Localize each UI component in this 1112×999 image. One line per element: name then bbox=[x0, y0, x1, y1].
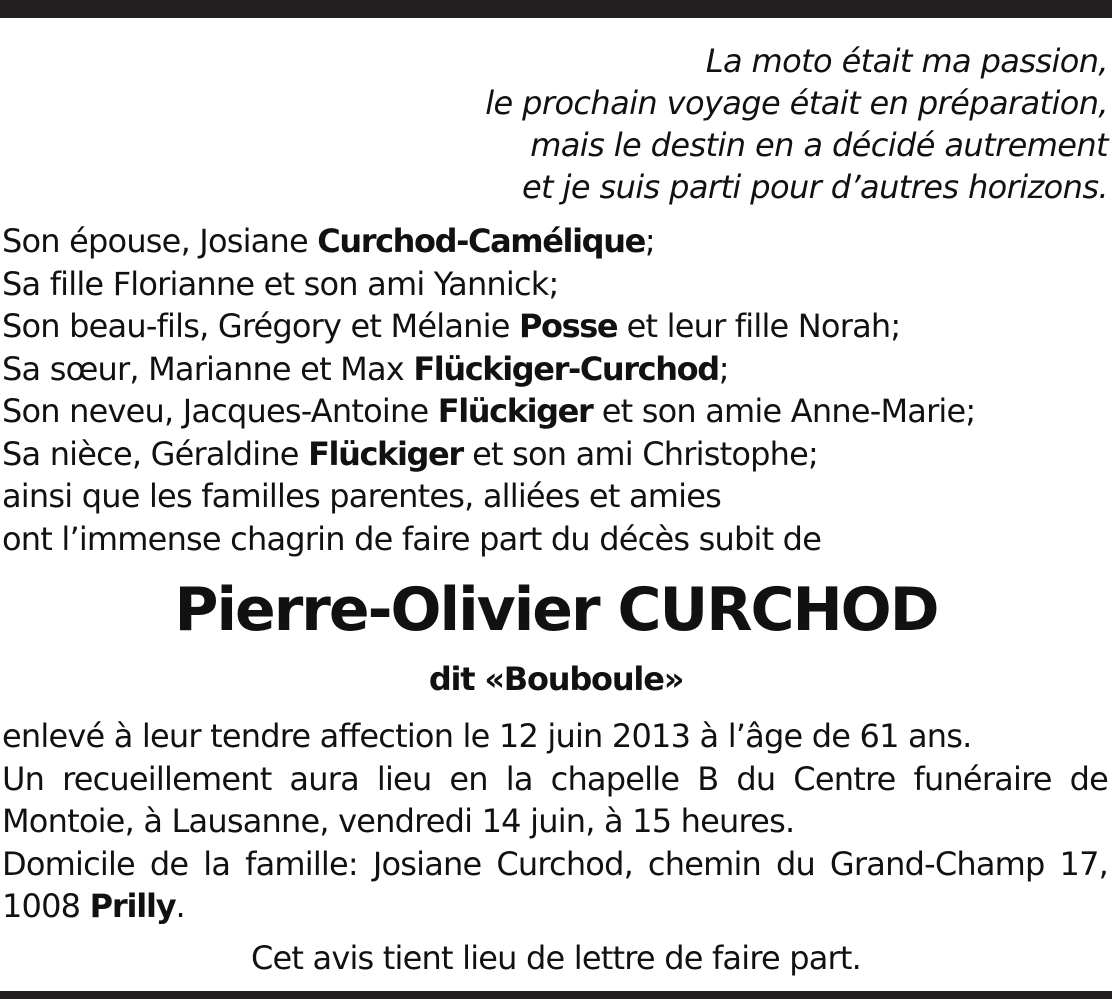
family-text: Sa sœur, Marianne et Max bbox=[2, 349, 414, 388]
deceased-name: Pierre-Olivier CURCHOD bbox=[174, 575, 938, 645]
address-text: . bbox=[175, 887, 185, 925]
details-block bbox=[2, 715, 1108, 928]
address-city: Prilly bbox=[89, 887, 176, 925]
family-line-nephew bbox=[2, 390, 975, 433]
ceremony-line-1: Un recueillement aura lieu en la chapelle B du Centre funéraire de bbox=[2, 759, 1108, 798]
closing-notice: Cet avis tient lieu de lettre de faire part. bbox=[250, 939, 862, 977]
family-line-niece bbox=[2, 433, 975, 476]
top-rule bbox=[0, 0, 1112, 18]
death-date-line: enlevé à leur tendre affection le 12 juin 2013 à l’âge de 61 ans. bbox=[2, 717, 972, 755]
family-text: et son ami Christophe; bbox=[462, 434, 818, 473]
family-surname: Posse bbox=[518, 307, 618, 345]
family-line-daughter: Sa fille Florianne et son ami Yannick; bbox=[2, 264, 559, 303]
bottom-rule bbox=[0, 991, 1112, 999]
family-line-relatives: ainsi que les familles parentes, alliées et amies bbox=[2, 477, 721, 515]
address-text: 1008 bbox=[2, 887, 90, 925]
address-line-2 bbox=[2, 885, 1108, 928]
poem-line: La moto était ma passion, bbox=[705, 42, 1108, 80]
family-text: Son épouse, Josiane bbox=[2, 222, 318, 260]
ceremony-line-2: Montoie, à Lausanne, vendredi 14 juin, à 15 heures. bbox=[2, 802, 795, 840]
family-text: Son beau-fils, Grégory et Mélanie bbox=[2, 307, 519, 345]
family-line-announcement: ont l’immense chagrin de faire part du décès subit de bbox=[2, 519, 822, 558]
family-line-spouse bbox=[2, 220, 975, 263]
family-surname: Flückiger bbox=[437, 392, 593, 430]
family-text: ; bbox=[718, 349, 729, 388]
deceased-nickname: dit «Bouboule» bbox=[428, 660, 684, 698]
family-text: et leur fille Norah; bbox=[617, 307, 901, 345]
poem-line: le prochain voyage était en préparation, bbox=[485, 84, 1108, 122]
family-surname: Flückiger bbox=[308, 434, 463, 473]
family-text: et son amie Anne-Marie; bbox=[592, 392, 976, 430]
family-text: Son neveu, Jacques-Antoine bbox=[2, 392, 438, 430]
family-text: ; bbox=[644, 222, 655, 260]
family-list bbox=[2, 220, 975, 560]
poem-epigraph bbox=[485, 40, 1108, 208]
family-text: Sa nièce, Géraldine bbox=[2, 434, 309, 473]
family-surname: Flückiger-Curchod bbox=[413, 349, 719, 388]
poem-line: mais le destin en a décidé autrement bbox=[530, 126, 1108, 164]
address-line-1: Domicile de la famille: Josiane Curchod, chemin du Grand-Champ 17, bbox=[2, 844, 1108, 883]
family-line-sister bbox=[2, 348, 975, 391]
family-line-son-in-law bbox=[2, 305, 975, 348]
family-surname: Curchod-Camélique bbox=[317, 222, 645, 260]
poem-line: et je suis parti pour d’autres horizons. bbox=[521, 168, 1108, 206]
